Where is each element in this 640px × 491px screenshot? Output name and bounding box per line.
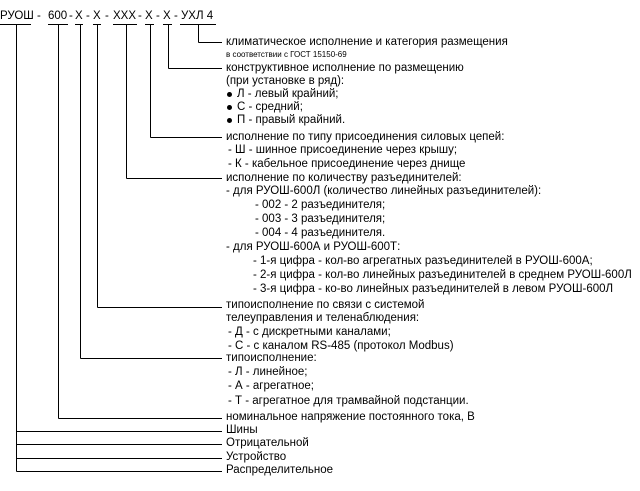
legend-climatic-gost: в соответствии с ГОСТ 15150-69	[226, 50, 347, 59]
designation-part: Х	[163, 10, 171, 22]
designation-part: -	[138, 10, 142, 22]
legend-word-distribution: Распределительное	[226, 464, 334, 476]
legend-connection: исполнение по типу присоединения силовых цепей:	[226, 131, 505, 143]
legend-disconnectors-at: - для РУОШ-600А и РУОШ-600Т:	[226, 241, 401, 253]
legend-disc-002: - 002 - 2 разъединителя;	[255, 199, 386, 211]
legend-disconnectors-l: - для РУОШ-600Л (количество линейных разъединителей):	[226, 185, 542, 197]
bullet-icon	[227, 118, 232, 123]
legend-disc-004: - 004 - 4 разъединителя.	[255, 227, 386, 239]
designation-part: -	[105, 10, 109, 22]
designation-part: Х	[75, 10, 83, 22]
legend-placement-left: Л - левый крайний;	[237, 88, 339, 100]
legend-telecontrol-c: - С - с каналом RS-485 (протокол Modbus)	[228, 340, 454, 352]
legend-telecontrol-2: телеуправления и теленаблюдения:	[226, 312, 420, 324]
legend-digit-3: - 3-я цифра - ко-во линейных разъединителей в левом РУОШ-600Л	[253, 283, 614, 295]
legend-disconnectors: исполнение по количеству разъединителей:	[226, 172, 462, 184]
designation-part: -	[37, 10, 41, 22]
legend-connection-bus: - Ш - шинное присоединение через крышу;	[228, 144, 458, 156]
designation-part: -	[156, 10, 160, 22]
legend-connection-cable: - К - кабельное присоединение через днище	[228, 158, 466, 170]
designation-part: ХХХ	[113, 10, 137, 22]
designation-part: УХЛ 4	[181, 10, 214, 22]
designation-part: Х	[93, 10, 101, 22]
legend-digit-2: - 2-я цифра - кол-во линейных разъединителей в среднем РУОШ-600Л	[253, 269, 632, 281]
bullet-icon	[227, 105, 232, 110]
legend-word-bus: Шины	[226, 424, 258, 436]
legend-word-device: Устройство	[226, 451, 287, 463]
legend-telecontrol-d: - Д - с дискретными каналами;	[228, 326, 391, 338]
designation-part: 600	[48, 10, 68, 22]
legend-type-a: - А - агрегатное;	[228, 380, 314, 392]
designation-part: РУОШ	[0, 10, 34, 22]
bullet-icon	[227, 92, 232, 97]
legend-telecontrol: типоисполнение по связи с системой	[226, 299, 425, 311]
designation-part: Х	[145, 10, 153, 22]
legend-climatic: климатическое исполнение и категория размещения	[226, 36, 508, 48]
legend-placement-middle: С - средний;	[237, 101, 303, 113]
legend-digit-1: - 1-я цифра - кол-во агрегатных разъединителей в РУОШ-600А;	[253, 255, 593, 267]
legend-type-l: - Л - линейное;	[228, 366, 308, 378]
designation-part: -	[86, 10, 90, 22]
designation-part: -	[174, 10, 178, 22]
legend-type-t: - Т - агрегатное для трамвайной подстанции.	[228, 395, 469, 407]
legend-type: типоисполнение:	[226, 352, 317, 364]
legend-word-negative: Отрицательной	[226, 437, 309, 449]
legend-placement-note: (при установке в ряд):	[226, 75, 345, 87]
designation-part: -	[69, 10, 73, 22]
legend-placement-right: П - правый крайний.	[237, 114, 346, 126]
legend-disc-003: - 003 - 3 разъединителя;	[255, 213, 386, 225]
legend-voltage: номинальное напряжение постоянного тока, В	[226, 411, 475, 423]
legend-placement: конструктивное исполнение по размещению	[226, 62, 464, 74]
